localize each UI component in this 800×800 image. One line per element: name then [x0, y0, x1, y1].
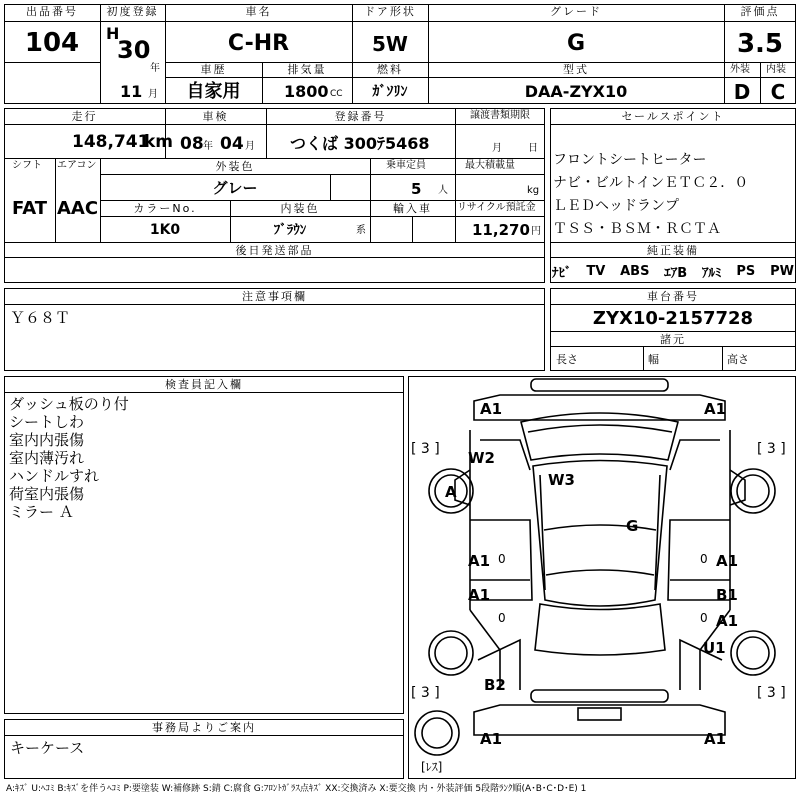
equip-airbag: ｴｱB [664, 265, 688, 281]
plate-label: 登録番号 [334, 110, 387, 123]
mileage-unit: km [144, 132, 174, 152]
transfer-day-unit: 日 [528, 143, 538, 154]
tire-front-right: [ 3 ] [757, 441, 786, 457]
interior-color-unit: 系 [356, 225, 366, 236]
reg-era: H [106, 24, 120, 43]
color-no-label: カラーNo. [133, 202, 197, 215]
equip-abs: ABS [620, 263, 650, 279]
model: DAA-ZYX10 [524, 81, 628, 101]
transfer-month-unit: 月 [492, 143, 502, 154]
reg-year-unit: 年 [150, 63, 160, 74]
chassis-label: 車台番号 [647, 290, 699, 303]
history: 自家用 [186, 80, 241, 102]
mark-u1: U1 [703, 639, 726, 657]
recycle-label: リサイクル預託金 [457, 202, 536, 213]
score-label: 評価点 [740, 5, 780, 18]
fuel: ｶﾞｿﾘﾝ [372, 83, 408, 100]
exterior-label: 外装 [730, 64, 750, 75]
mileage-label: 走行 [71, 110, 98, 123]
capacity-unit: 人 [438, 185, 448, 196]
mileage: 148,741 [72, 132, 150, 152]
cc: 1800 [284, 82, 329, 101]
mark-a-wheel: A [445, 483, 457, 501]
legend: A:ｷｽﾞ U:ﾍｺﾐ B:ｷｽﾞを伴うﾍｺﾐ P:要塗装 W:補修跡 S:錆 C:腐食 G:ﾌﾛﾝﾄｶﾞﾗｽ点ｷｽﾞ XX:交換済み X:要交換 内・外装評価 5段階ﾗﾝｸ順(A･B･C･D･E) 1 [6, 784, 587, 794]
mark-b1: B1 [716, 586, 738, 604]
inspection-label: 車検 [202, 110, 229, 123]
spare-tire-label: [ﾚｽ] [421, 760, 443, 774]
office-text: キーケース [10, 739, 85, 757]
length-label: 長さ [556, 353, 578, 366]
inspection-year: 08 [180, 134, 204, 154]
inspector-line: 室内内張傷 [9, 431, 85, 449]
inspection-month-unit: 月 [245, 141, 255, 152]
mark-a1-rear-left: A1 [480, 730, 503, 748]
notes-text: Ｙ６８Ｔ [10, 309, 71, 327]
color-no: 1K0 [149, 222, 181, 238]
interior-color-label: 内装色 [280, 202, 320, 215]
lot-label: 出品番号 [26, 5, 78, 18]
inspection-month: 04 [220, 134, 244, 154]
shift: FAT [11, 198, 48, 219]
equip-pw: PW [770, 263, 794, 279]
first-reg-label: 初度登録 [106, 5, 159, 18]
zero-mark: 0 [700, 611, 708, 625]
mark-a1-front-right: A1 [704, 400, 727, 418]
interior-color: ﾌﾞﾗｳﾝ [273, 222, 307, 238]
mark-w2: W2 [468, 449, 495, 467]
tire-rear-right: [ 3 ] [757, 685, 786, 701]
history-label: 車歴 [200, 63, 227, 76]
import-label: 輸入車 [393, 202, 432, 215]
tire-front-left: [ 3 ] [411, 441, 440, 457]
transfer-label: 譲渡書類期限 [470, 110, 530, 121]
mark-g: G [626, 517, 639, 535]
mark-b2: B2 [484, 676, 506, 694]
plate: つくば 300ﾃ5468 [290, 134, 430, 153]
ac-label: エアコン [57, 160, 97, 171]
lot-number: 104 [24, 28, 80, 58]
model-label: 型式 [563, 63, 589, 76]
load-unit: kg [527, 185, 540, 196]
zero-mark: 0 [700, 552, 708, 566]
reg-month-unit: 月 [148, 89, 158, 100]
interior-label: 内装 [766, 64, 786, 75]
height-label: 高さ [727, 353, 749, 366]
color: グレー [212, 178, 258, 197]
sales-line: ＬＥＤヘッドランプ [553, 198, 679, 214]
mark-a1-rear-door-left: A1 [468, 586, 491, 604]
interior-grade: C [770, 79, 786, 104]
reg-year: 30 [117, 36, 151, 64]
fuel-label: 燃料 [377, 63, 403, 76]
sales-label: セールスポイント [621, 110, 725, 123]
inspection-year-unit: 年 [203, 141, 213, 152]
capacity: 5 [411, 180, 422, 198]
cc-unit: CC [330, 89, 343, 99]
door-label: ドア形状 [364, 5, 416, 18]
width-label: 幅 [648, 353, 659, 366]
mark-a1-front-left: A1 [480, 400, 503, 418]
score: 3.5 [736, 29, 784, 59]
office-label: 事務局よりご案内 [152, 721, 256, 734]
equip-ps: PS [736, 263, 756, 279]
mark-w3: W3 [548, 471, 575, 489]
inspector-line: ハンドルすれ [9, 467, 100, 485]
cc-label: 排気量 [287, 63, 327, 76]
mark-a1-door-right: A1 [716, 552, 739, 570]
capacity-label: 乗車定員 [386, 160, 426, 171]
dims-label: 諸元 [660, 333, 686, 346]
mark-a1-rear-right: A1 [704, 730, 727, 748]
color-label: 外装色 [215, 160, 255, 173]
sales-line: フロントシートヒーター [553, 152, 707, 168]
mark-a1-door-left: A1 [468, 552, 491, 570]
equip-alloy: ｱﾙﾐ [702, 265, 722, 281]
equip-navi: ﾅﾋﾞ [552, 265, 572, 281]
car-name: C-HR [227, 31, 290, 56]
chassis-number: ZYX10-2157728 [592, 307, 754, 329]
inspector-line: 荷室内張傷 [9, 485, 85, 503]
inspector-line: ミラー Ａ [9, 503, 74, 521]
sales-line: ＴＳＳ・ＢＳＭ・ＲＣＴＡ [553, 221, 721, 237]
door-type: 5W [372, 32, 408, 56]
notes-label: 注意事項欄 [242, 290, 307, 303]
mark-a1-rear-door-right: A1 [716, 612, 739, 630]
inspector-line: シートしわ [9, 413, 85, 431]
equipment-label: 純正装備 [647, 244, 699, 257]
inspector-line: 室内薄汚れ [9, 449, 85, 467]
recycle-unit: 円 [531, 226, 541, 237]
later-parts-label: 後日発送部品 [235, 244, 314, 257]
zero-mark: 0 [498, 552, 506, 566]
grade: G [566, 31, 586, 56]
load-label: 最大積載量 [465, 160, 515, 171]
inspector-label: 検査員記入欄 [165, 378, 243, 391]
recycle: 11,270 [472, 221, 530, 239]
inspector-line: ダッシュ板のり付 [9, 395, 129, 413]
zero-mark: 0 [498, 611, 506, 625]
sales-line: ナビ・ビルトインＥＴＣ２．０ [553, 175, 749, 191]
shift-label: シフト [12, 160, 42, 171]
reg-month: 11 [120, 82, 143, 101]
car-name-label: 車名 [245, 5, 272, 18]
exterior-grade: D [733, 79, 751, 104]
aircon: AAC [56, 198, 99, 219]
equip-tv: TV [586, 263, 606, 279]
grade-label: グレード [550, 5, 602, 18]
tire-rear-left: [ 3 ] [411, 685, 440, 701]
